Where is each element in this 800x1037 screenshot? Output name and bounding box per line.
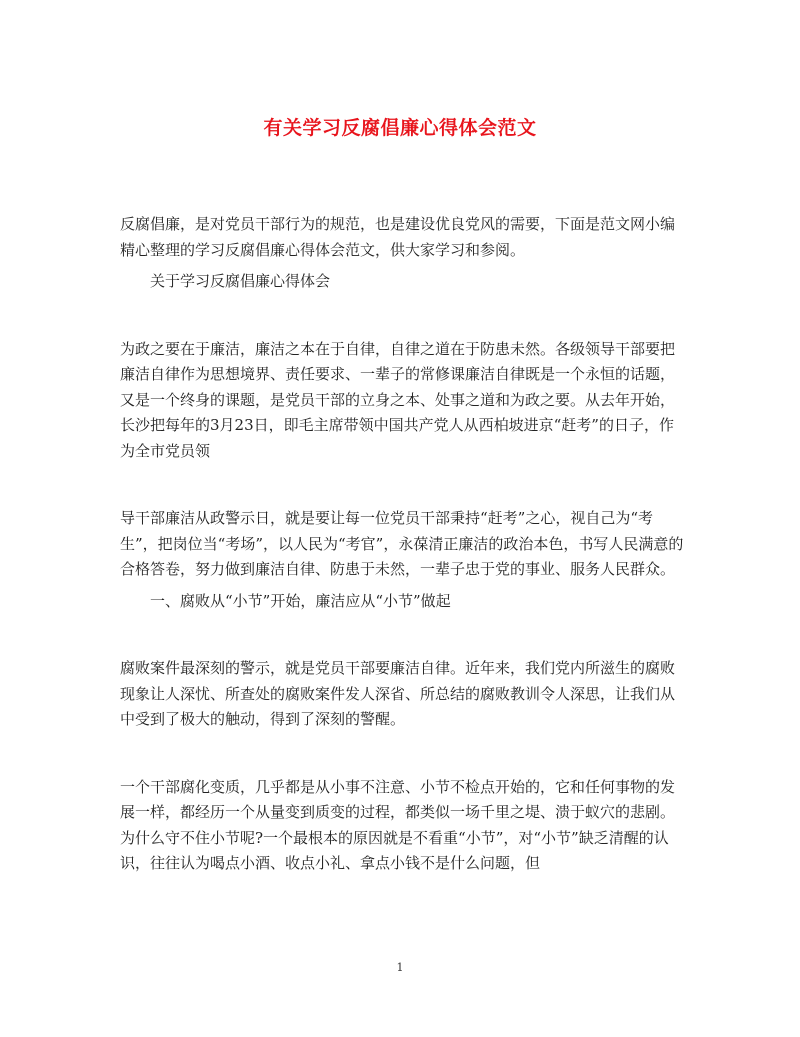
document-body <box>120 212 688 919</box>
subheading-paragraph: 关于学习反腐倡廉心得体会 <box>150 272 331 290</box>
body-paragraph: 为政之要在于廉洁，廉洁之本在于自律，自律之道在于防患未然。各级领导干部要把廉洁自律作为思想境界、责任要求、一辈子的常修课廉洁自律既是一个永恒的话题，又是一个终身的课题，是党员干部的立身之本、处事之道和为政之要。从去年开始，长沙把每年的3月23日，即毛主席带领中国共产党人从西柏坡进京“赶考”的日子，作为全市党员领 <box>120 339 676 460</box>
section-heading: 一、腐败从“小节”开始，廉洁应从“小节”做起 <box>150 591 451 610</box>
body-paragraph: 导干部廉洁从政警示日，就是要让每一位党员干部秉持“赶考”之心，视自己为“考生”，把岗位当“考场”，以人民为“考官”，永葆清正廉洁的政治本色，书写人民满意的合格答卷，努力做到廉洁自律、防患于未然，一辈子忠于党的事业、服务人民群众。 <box>120 509 684 578</box>
body-paragraph: 腐败案件最深刻的警示，就是党员干部要廉洁自律。近年来，我们党内所滋生的腐败现象让人深忧、所查处的腐败案件发人深省、所总结的腐败教训令人深思，让我们从中受到了极大的触动，得到了深刻的警醒。 <box>120 659 676 728</box>
body-paragraph: 一个干部腐化变质，几乎都是从小事不注意、小节不检点开始的，它和任何事物的发展一样，都经历一个从量变到质变的过程，都类似一场千里之堤、溃于蚁穴的悲剧。为什么守不住小节呢?一个最根本的原因就是不看重“小节”，对“小节”缺乏清醒的认识，往往认为喝点小酒、收点小礼、拿点小钱不是什么问题，但 <box>120 777 676 872</box>
document-title: 有关学习反腐倡廉心得体会范文 <box>263 117 537 139</box>
intro-paragraph: 反腐倡廉，是对党员干部行为的规范，也是建设优良党风的需要，下面是范文网小编精心整理的学习反腐倡廉心得体会范文，供大家学习和参阅。 <box>120 215 676 259</box>
page-number: 1 <box>396 961 404 974</box>
